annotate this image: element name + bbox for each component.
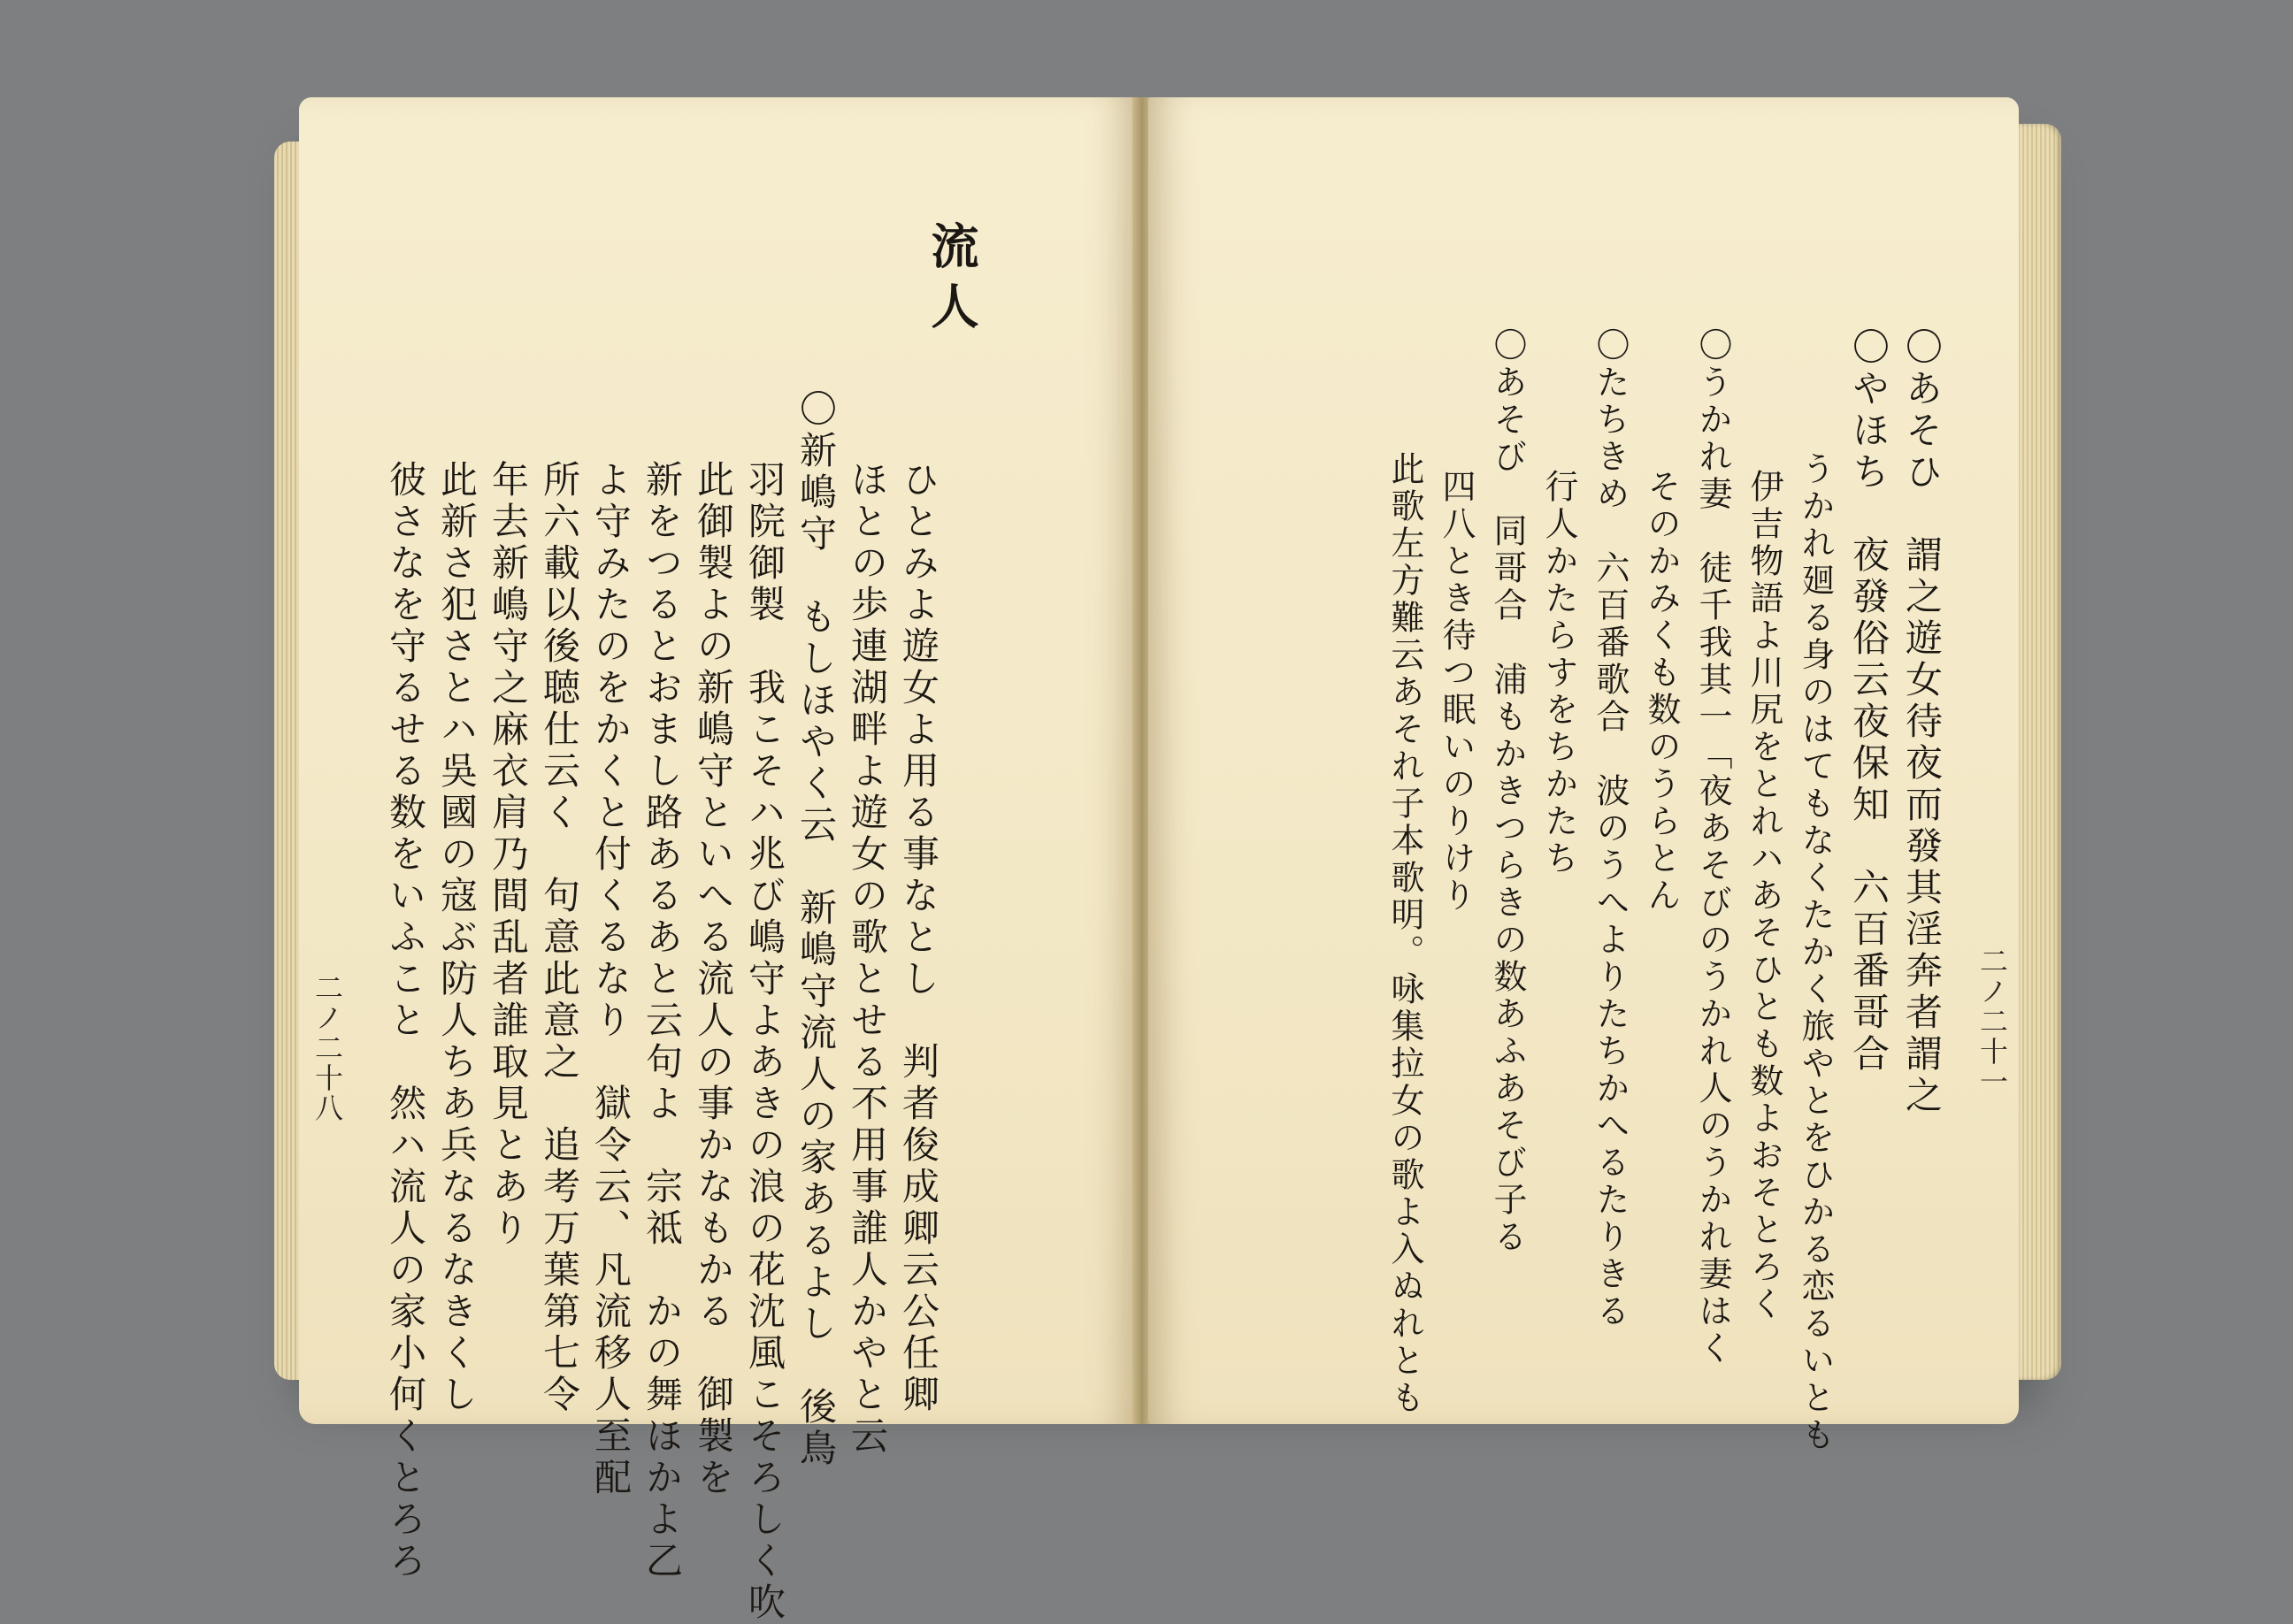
right-column-7: 〇たちきめ 六百番歌合 波のうへよりたちかへるたりきる <box>1591 327 1630 1330</box>
right-column-10: 四八とき待つ眠いのりけり <box>1437 469 1476 915</box>
left-column-5: 此御製よの新嶋守といへる流人の事かなもかる 御製を <box>692 460 735 1499</box>
left-page <box>299 97 1136 1624</box>
left-column-9: 年去新嶋守之麻衣肩乃間乱者誰取見とあり <box>487 460 530 1250</box>
right-folio: 二ノ二十一 <box>1975 946 2009 1097</box>
left-column-8: 所六載以後聴仕云く 句意此意之 追考万葉第七令 <box>538 460 581 1416</box>
right-page <box>1148 97 2019 1454</box>
right-page-edges <box>2015 124 2061 1380</box>
left-column-2: ほとの歩連湖畔よ遊女の歌とせる不用事誰人かやと云 <box>846 460 889 1458</box>
right-column-2: 〇やほち 夜發俗云夜保知 六百番哥合 <box>1847 327 1890 1076</box>
right-column-8: 行人かたらすをちかたち <box>1539 469 1578 877</box>
left-column-11: 彼さなを守るせる数をいふこと 然ハ流人の家小何くとろろ <box>384 460 427 1582</box>
left-column-10: 此新さ犯さとハ吳國の寇ぶ防人ちあ兵なるなきくし <box>435 460 479 1416</box>
right-column-1: 〇あそひ 謂之遊女待夜而發其淫奔者謂之 <box>1900 327 1944 1117</box>
right-column-11: 此歌左方難云あそれ子本歌明。咏集拉女の歌よ入ぬれとも <box>1385 451 1424 1417</box>
right-column-6: そのかみくも数のうらとん <box>1642 469 1681 915</box>
section-title: 流人 <box>924 221 980 341</box>
right-column-4: 伊吉物語よ川尻をとれハあそひとも数よおそとろく <box>1745 469 1783 1323</box>
left-column-1: ひとみよ遊女よ用る事なとし 判者俊成卿云公任卿 <box>897 460 940 1416</box>
right-column-9: 〇あそび 同哥合 浦もかきつらきの数あふあそび子る <box>1488 327 1527 1256</box>
left-column-6: 新をつるとおまし路あるあと云句よ 宗祗 かの舞ほかよ乙 <box>640 460 684 1582</box>
left-column-4: 羽院御製 我こそハ兆び嶋守よあきの浪の花沈風こそろしく吹 <box>743 460 786 1624</box>
left-column-7: よ守みたのをかくと付くるなり 獄令云、凡流移人至配 <box>589 460 633 1499</box>
left-folio: 二ノ二十八 <box>311 973 344 1123</box>
right-column-5: 〇うかれ妻 徒千我其一「夜あそびのうかれ人のうかれ妻はく <box>1693 327 1732 1367</box>
left-column-3: 〇新嶋守 もしほやく云 新嶋守流人の家あるよし 後鳥 <box>794 389 838 1470</box>
right-column-3: うかれ廻る身のはてもなくたかく旅やとをひかる恋るいとも <box>1796 451 1835 1454</box>
open-book <box>274 97 2061 1624</box>
